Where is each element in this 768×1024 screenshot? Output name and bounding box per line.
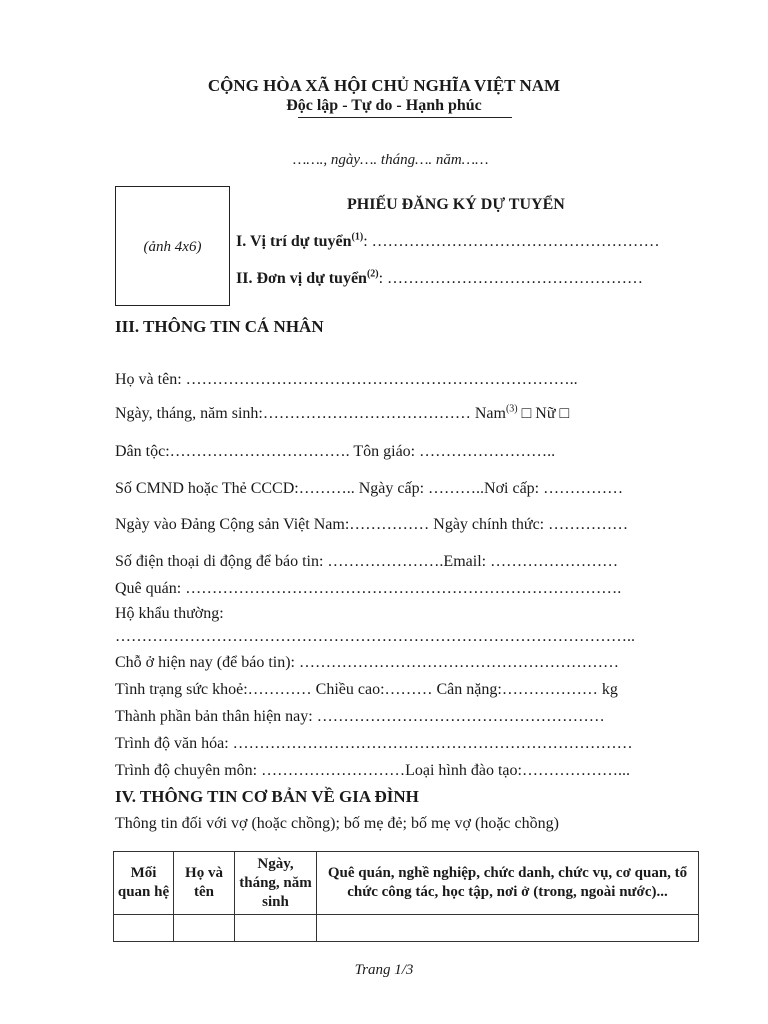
id-card-field: Số CMND hoặc Thẻ CCCD:……….. Ngày cấp: ………..Nơi cấp: …………… [115,480,624,497]
table-cell [114,915,174,942]
table-cell [317,915,699,942]
dob-text: Ngày, tháng, năm sinh:………………………………… Nam [115,405,506,422]
unit-label: II. Đơn vị dự tuyển [236,270,367,287]
table-cell [174,915,235,942]
dob-field [115,405,569,423]
motto-underline [298,117,512,118]
form-title: PHIẾU ĐĂNG KÝ DỰ TUYỂN [347,196,565,213]
party-field: Ngày vào Đảng Cộng sản Việt Nam:…………… Ngày chính thức: …………… [115,516,629,533]
nation-title: CỘNG HÒA XÃ HỘI CHỦ NGHĨA VIỆT NAM [207,76,561,95]
position-dots: : ……………………………………………… [363,233,660,250]
family-table [113,851,699,942]
header-details: Quê quán, nghề nghiệp, chức danh, chức vụ, cơ quan, tổ chức công tác, học tập, nơi ở (trong, ngoài nước)... [317,852,699,915]
unit-note: (2) [366,268,379,280]
header-birth-date: Ngày, tháng, năm sinh [235,852,317,915]
current-address-field: Chỗ ở hiện nay (để báo tin): …………………………………………………… [115,654,619,671]
photo-placeholder-label: (ảnh 4x6) [143,239,202,255]
header-relationship: Mối quan hệ [114,852,174,915]
unit-dots: : ………………………………………… [378,270,644,287]
health-field: Tình trạng sức khoẻ:………… Chiều cao:……… Cân nặng:……………… kg [115,681,618,698]
residence-dots: …………………………………………………………………………………….. [115,628,635,645]
table-cell [235,915,317,942]
date-line: ……., ngày…. tháng…. năm…… [293,152,489,168]
section-personal-title: III. THÔNG TIN CÁ NHÂN [115,317,324,336]
specialization-field: Trình độ chuyên môn: ………………………Loại hình đào tạo:………………... [115,762,630,779]
ethnicity-field: Dân tộc:……………………………. Tôn giáo: …………………….. [115,443,556,460]
page-number: Trang 1/3 [354,962,414,978]
family-table-header-row [114,852,699,915]
gender-checkboxes: □ Nữ □ [517,405,570,422]
position-label: I. Vị trí dự tuyển [236,233,352,250]
family-intro: Thông tin đối với vợ (hoặc chồng); bố mẹ đẻ; bố mẹ vợ (hoặc chồng) [115,815,559,832]
phone-field: Số điện thoại di động để báo tin: ………………….Email: …………………… [115,553,619,570]
education-field: Trình độ văn hóa: ………………………………………………………………… [115,735,633,752]
header-full-name: Họ và tên [174,852,235,915]
unit-field [236,270,643,288]
gender-note: (3) [505,403,518,415]
position-field [236,233,660,251]
class-origin-field: Thành phần bản thân hiện nay: ……………………………………………… [115,708,605,725]
motto: Độc lập - Tự do - Hạnh phúc [286,97,482,114]
residence-label: Hộ khẩu thường: [115,605,224,622]
name-field: Họ và tên: ……………………………………………………………….. [115,371,578,388]
position-note: (1) [351,231,364,243]
photo-placeholder-box [115,186,230,306]
family-table-row [114,915,699,942]
hometown-field: Quê quán: ………………………………………………………………………. [115,580,622,597]
section-family-title: IV. THÔNG TIN CƠ BẢN VỀ GIA ĐÌNH [115,787,419,806]
